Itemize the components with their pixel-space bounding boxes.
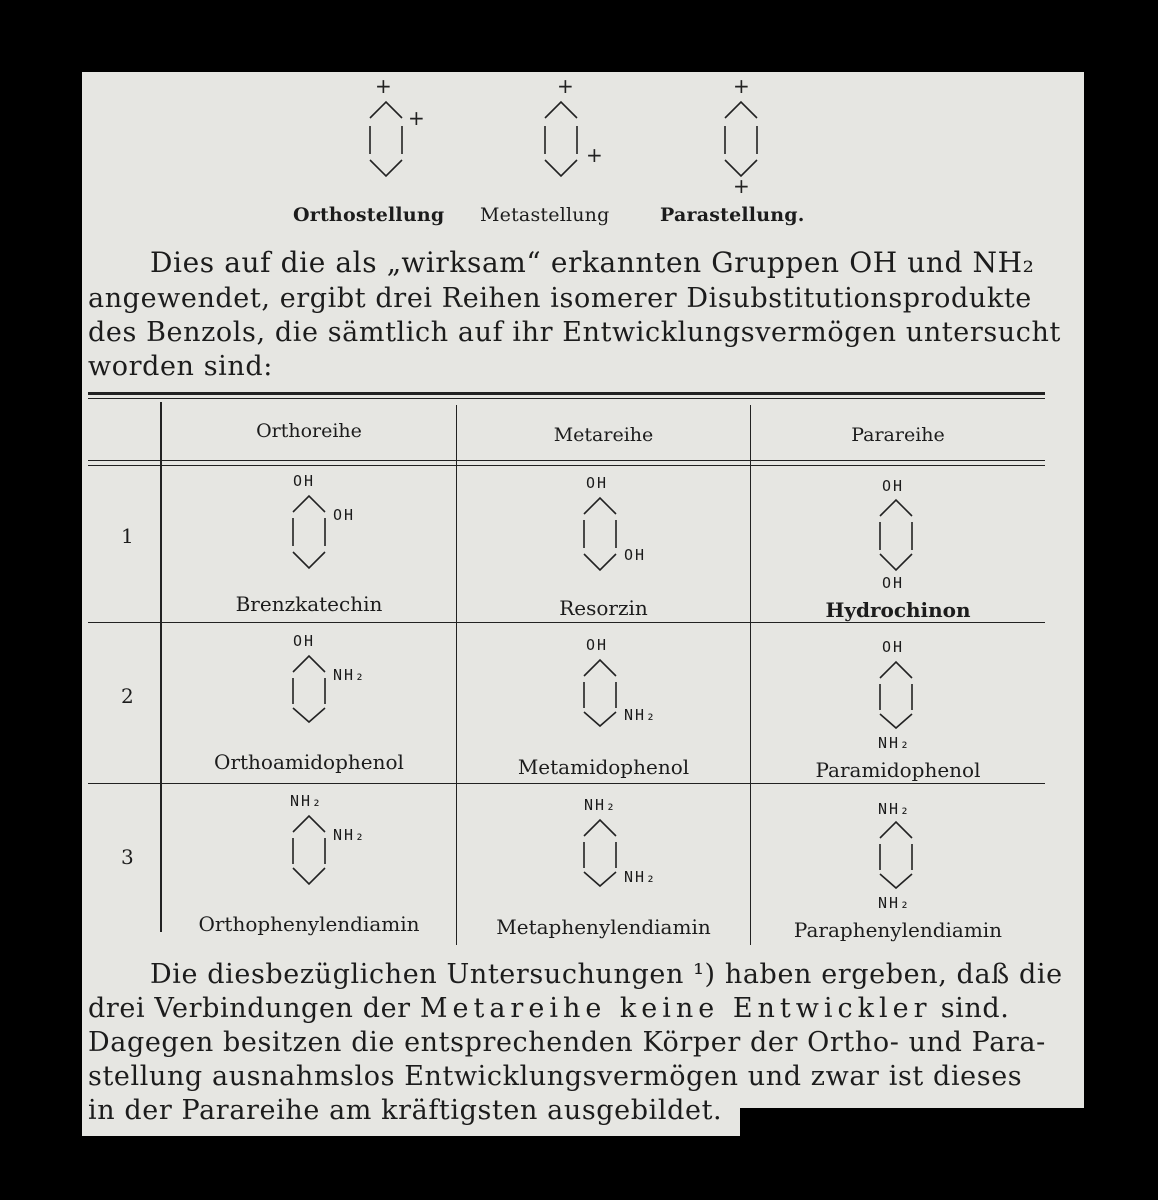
compound-name: Metamidophenol	[517, 755, 690, 779]
plus-mark: +	[586, 143, 603, 167]
page-cutout	[740, 1108, 1100, 1168]
group-label: OH	[624, 546, 647, 564]
column-rule	[750, 405, 751, 945]
plus-mark: +	[733, 74, 750, 98]
group-label: NH₂	[584, 796, 618, 814]
column-header-meta: Metareihe	[553, 424, 654, 446]
table-top-rule	[88, 392, 1045, 395]
plus-mark: +	[733, 174, 750, 198]
benzene-ring-icon	[582, 498, 622, 574]
benzene-ring-icon	[291, 656, 331, 726]
benzene-ring-icon	[878, 822, 918, 890]
group-label: OH	[586, 474, 609, 492]
benzene-ring-icon	[582, 820, 622, 890]
group-label: OH	[882, 574, 905, 592]
benzene-ring-icon	[291, 496, 331, 572]
group-label: OH	[586, 636, 609, 654]
conclusion-emphasis: Metareihe keine Entwickler	[419, 993, 932, 1024]
row-number: 3	[121, 845, 134, 869]
para-position-label: Parastellung.	[660, 204, 805, 226]
benzene-ring-icon	[582, 660, 622, 730]
benzene-ring-icon	[878, 662, 918, 730]
compound-name: Brenzkatechin	[235, 592, 383, 616]
group-label: OH	[882, 477, 905, 495]
plus-mark: +	[375, 74, 392, 98]
row-divider	[88, 622, 1045, 623]
meta-position-label: Metastellung	[480, 204, 610, 226]
conclusion-line-2a: drei Verbindungen der	[88, 993, 411, 1024]
column-rule	[456, 405, 457, 945]
group-label: NH₂	[290, 792, 324, 810]
plus-mark: +	[557, 74, 574, 98]
column-rule	[160, 402, 162, 932]
conclusion-line-2	[88, 992, 1009, 1026]
column-header-para: Parareihe	[851, 424, 945, 446]
intro-line-4: worden sind:	[88, 351, 273, 382]
compound-name: Metaphenylendiamin	[496, 915, 711, 939]
group-label: NH₂	[624, 706, 658, 724]
conclusion-line-3: Dagegen besitzen die entsprechenden Körper der Ortho- und Para-	[88, 1027, 1046, 1058]
compound-name: Paramidophenol	[815, 758, 981, 782]
group-label: OH	[882, 638, 905, 656]
row-divider	[88, 783, 1045, 784]
compound-name: Orthophenylendiamin	[198, 912, 420, 936]
intro-line-2: angewendet, ergibt drei Reihen isomerer Disubstitutionsprodukte	[88, 283, 1032, 314]
conclusion-line-4: stellung ausnahmslos Entwicklungsvermögen und zwar ist dieses	[88, 1061, 1023, 1092]
group-label: OH	[293, 632, 316, 650]
row-number: 1	[121, 524, 134, 548]
group-label: NH₂	[624, 868, 658, 886]
compound-name: Orthoamidophenol	[214, 750, 404, 774]
column-header-ortho: Orthoreihe	[256, 420, 362, 442]
plus-mark: +	[408, 106, 425, 130]
intro-line-3: des Benzols, die sämtlich auf ihr Entwicklungsvermögen untersucht	[88, 317, 1061, 348]
table-top-rule-thin	[88, 398, 1045, 399]
conclusion-line-1: Die diesbezüglichen Untersuchungen ¹) haben ergeben, daß die	[150, 959, 1063, 990]
row-number: 2	[121, 684, 134, 708]
ortho-ring-icon	[368, 100, 408, 180]
compound-name: Hydrochinon	[825, 598, 971, 622]
compound-name: Resorzin	[559, 596, 648, 620]
ortho-position-label: Orthostellung	[293, 204, 445, 226]
conclusion-line-5: in der Parareihe am kräftigsten ausgebildet.	[88, 1095, 723, 1126]
group-label: NH₂	[878, 894, 912, 912]
group-label: NH₂	[333, 826, 367, 844]
group-label: OH	[333, 506, 356, 524]
group-label: OH	[293, 472, 316, 490]
group-label: NH₂	[878, 800, 912, 818]
meta-ring-icon	[543, 100, 583, 180]
intro-line-1: Dies auf die als „wirksam“ erkannten Gruppen OH und NH₂	[150, 246, 1035, 279]
header-rule-2	[88, 465, 1045, 466]
conclusion-line-2c: sind.	[940, 993, 1010, 1024]
benzene-ring-icon	[291, 816, 331, 888]
group-label: NH₂	[333, 666, 367, 684]
group-label: NH₂	[878, 734, 912, 752]
benzene-ring-icon	[878, 500, 918, 572]
para-ring-icon	[723, 100, 763, 180]
header-rule	[88, 460, 1045, 461]
compound-name: Paraphenylendiamin	[793, 918, 1003, 942]
